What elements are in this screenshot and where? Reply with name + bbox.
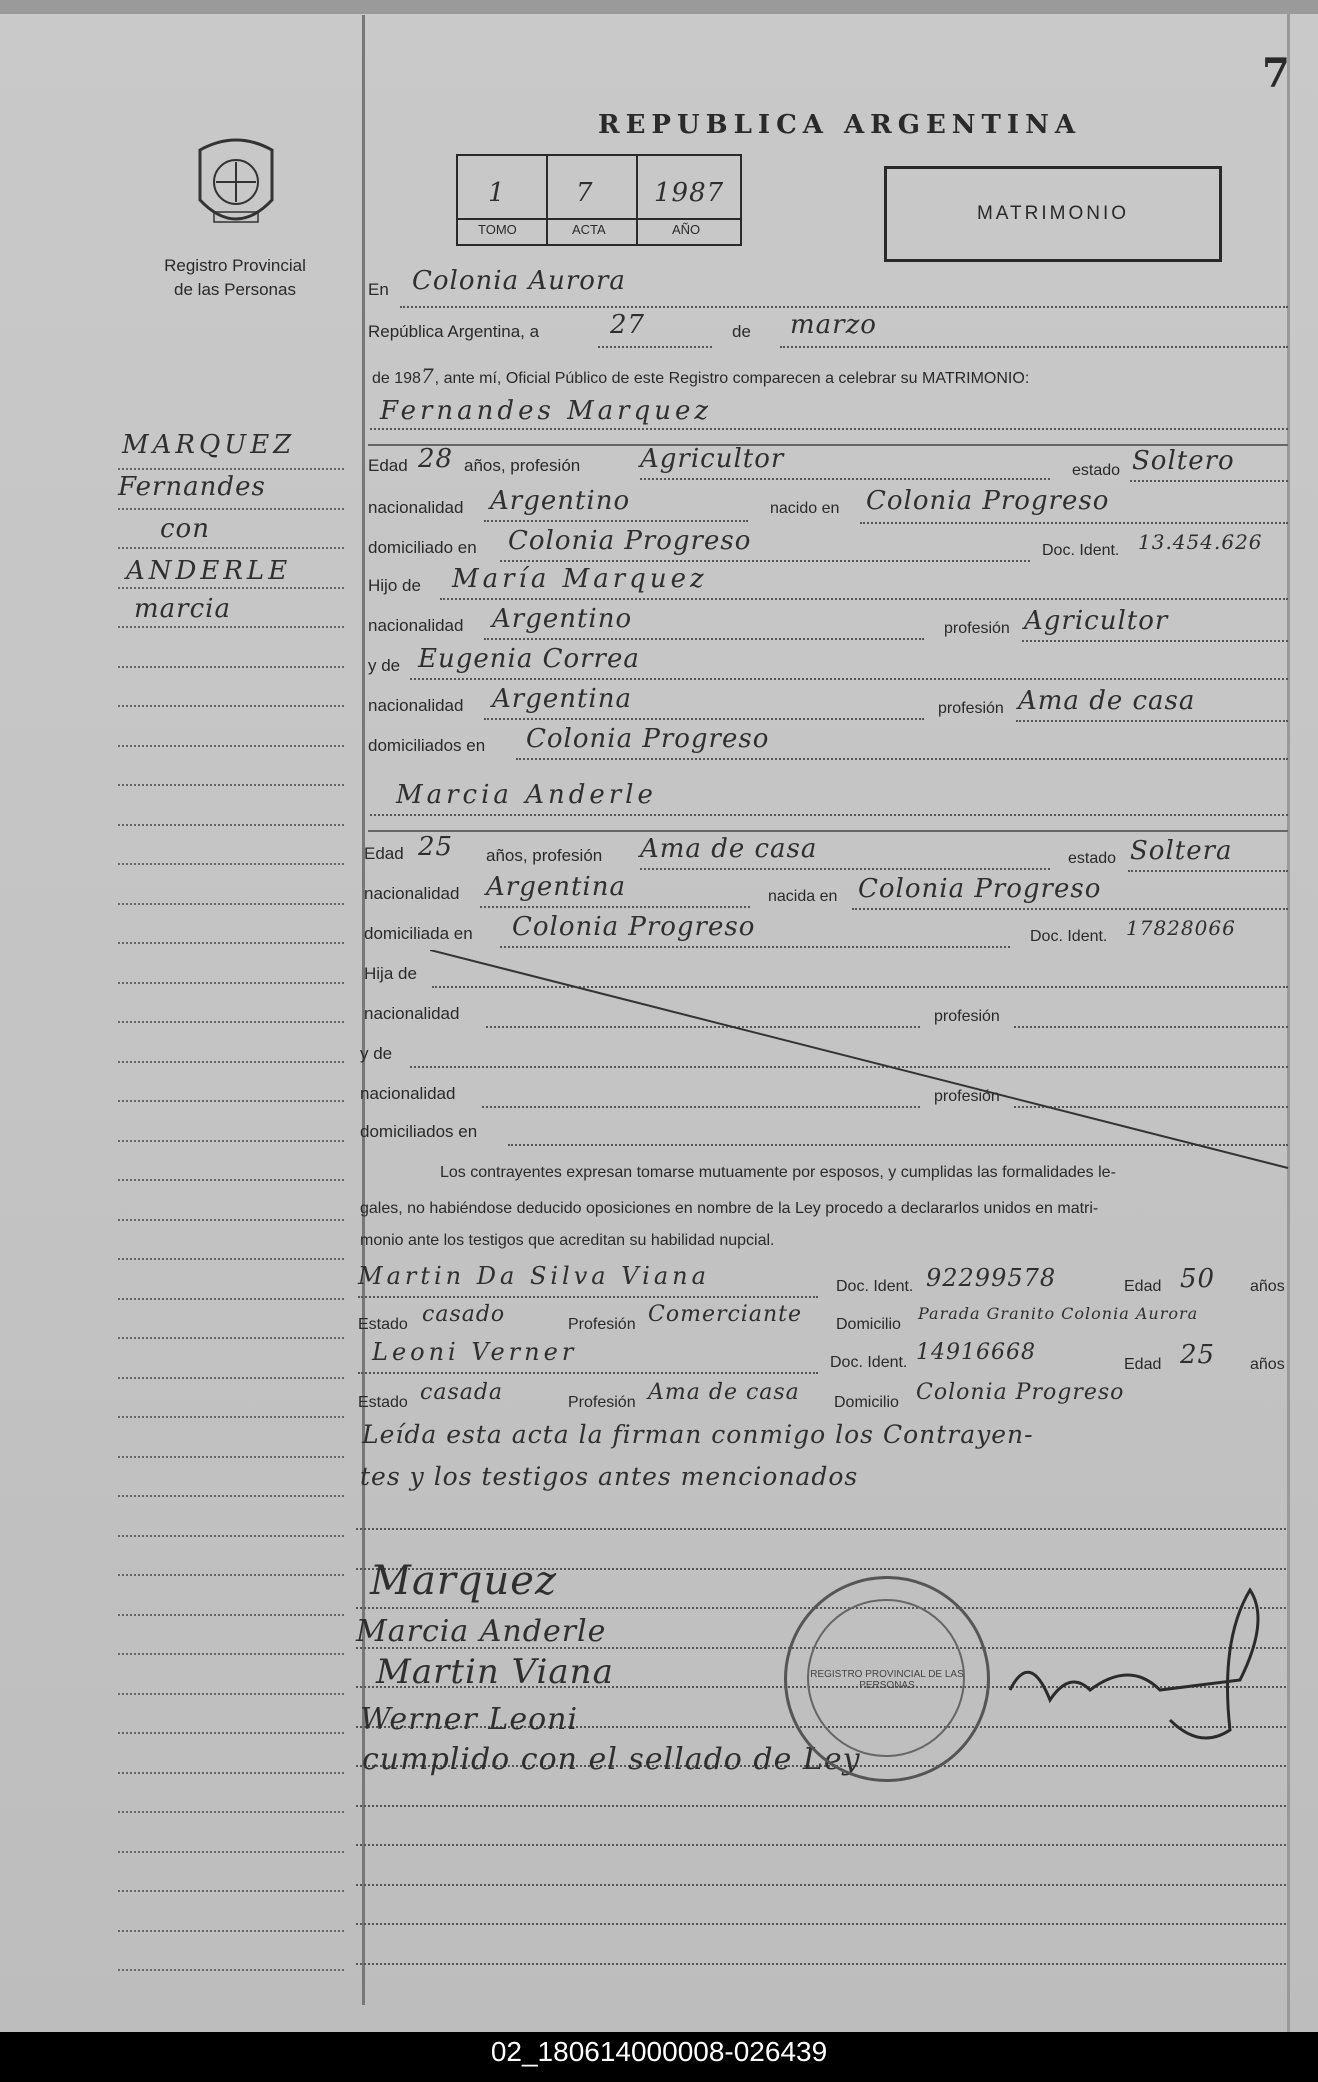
margin-ruled-line [118, 1100, 344, 1102]
margin-ruled-line [118, 1258, 344, 1260]
witness1-age: 50 [1180, 1264, 1216, 1294]
groom-age: 28 [418, 444, 454, 474]
groom-doc: 13.454.626 [1138, 530, 1263, 554]
margin-ruled-line [118, 508, 344, 510]
bride-estado: Soltera [1130, 836, 1233, 866]
margin-ruled-line [118, 587, 344, 589]
witness1-doc: 92299578 [926, 1264, 1057, 1292]
margin-ruled-line [118, 1614, 344, 1616]
groom-parents-dom-line [516, 758, 1288, 760]
margin-ruled-line [118, 1377, 344, 1379]
margin-ruled-line [118, 1969, 344, 1971]
groom-father-nat: Argentino [492, 604, 633, 634]
groom-estado: Soltero [1132, 446, 1235, 476]
witness2-age: 25 [1180, 1340, 1216, 1370]
stamp-duty-note: cumplido con el sellado de Ley [362, 1742, 861, 1777]
groom-parents-dom: Colonia Progreso [526, 724, 770, 754]
acta-label: ACTA [572, 222, 606, 237]
witness2-name: Leoni Verner [372, 1338, 578, 1366]
groom-anos-label: años, profesión [464, 456, 581, 475]
year-prefix: de 198 [372, 370, 421, 387]
bride-age: 25 [418, 832, 454, 862]
margin-ruled-line [118, 942, 344, 944]
witness2-profession: Ama de casa [648, 1380, 800, 1405]
ano-label: AÑO [672, 222, 701, 237]
margin-ruled-line [118, 468, 344, 470]
image-identifier: 02_180614000008-026439 [490, 2036, 828, 2067]
witness1-anos-label: años [1250, 1278, 1285, 1295]
witness1-dom-label: Domicilio [836, 1316, 901, 1333]
bride-hija-label: Hija de [364, 964, 417, 983]
margin-ruled-line [118, 1930, 344, 1932]
bride-estado-label: estado [1068, 850, 1117, 867]
margin-ruled-line [118, 863, 344, 865]
ceremony-place: Colonia Aurora [412, 266, 626, 296]
coat-of-arms-seal [190, 130, 282, 240]
month-line [780, 346, 1288, 348]
month-value: marzo [790, 310, 877, 340]
bride-dom-line [500, 946, 1010, 948]
witness2-doc-label: Doc. Ident. [830, 1354, 908, 1371]
bride-section-rule [368, 830, 1288, 832]
bride-nacida-label: nacida en [768, 888, 838, 905]
witness2-dom-label: Domicilio [834, 1394, 899, 1411]
groom-estado-label: estado [1072, 462, 1121, 479]
witness1-name: Martin Da Silva Viana [358, 1262, 710, 1290]
margin-note-line2: Fernandes [118, 472, 266, 502]
signature-witness1: Martin Viana [376, 1652, 614, 1692]
signature-groom: Marquez [370, 1558, 558, 1604]
margin-ruled-line [118, 1495, 344, 1497]
witness1-name-line [358, 1296, 818, 1298]
witness1-profession: Comerciante [648, 1302, 802, 1327]
margin-note-line1: MARQUEZ [122, 430, 296, 460]
margin-ruled-line [118, 903, 344, 905]
margin-note-line3: con [160, 514, 210, 544]
official-signature [990, 1580, 1290, 1780]
bride-nat-line [480, 906, 750, 908]
witness1-doc-label: Doc. Ident. [836, 1278, 914, 1295]
registry-name-line1: Registro Provincial [164, 256, 306, 275]
groom-father: María Marquez [452, 564, 708, 594]
groom-name: Fernandes Marquez [380, 396, 713, 426]
bride-prof1-label: profesión [934, 1008, 1000, 1025]
groom-mother-nat-line [484, 718, 924, 720]
margin-ruled-line [118, 1811, 344, 1813]
bride-edad-label: Edad [364, 844, 404, 863]
year-statement [372, 364, 1029, 388]
groom-nacido-label: nacido en [770, 500, 840, 517]
country-heading: REPUBLICA ARGENTINA [598, 110, 1082, 140]
groom-estado-line [1130, 480, 1288, 482]
witness2-name-line [358, 1372, 818, 1374]
body-ruled-line [356, 1805, 1286, 1807]
bride-doc: 17828066 [1126, 916, 1236, 940]
closing-line2: tes y los testigos antes mencionados [360, 1462, 859, 1491]
record-type-label: MATRIMONIO [976, 203, 1130, 224]
margin-ruled-line [118, 1693, 344, 1695]
year-digit: 7 [420, 364, 435, 388]
ano-value: 1987 [654, 178, 725, 208]
margin-ruled-line [118, 666, 344, 668]
groom-mother: Eugenia Correa [418, 644, 640, 674]
day-line [598, 346, 712, 348]
body-ruled-line [356, 1963, 1286, 1965]
witness1-domicile: Parada Granito Colonia Aurora [918, 1304, 1199, 1323]
bride-nationality: Argentina [486, 872, 626, 902]
declaration-line2: gales, no habiéndose deducido oposiciones en nombre de la Ley procedo a declararlos unidos en matri- [360, 1200, 1099, 1217]
tomo-value: 1 [488, 178, 506, 208]
signature-witness2: Werner Leoni [360, 1702, 579, 1737]
witness2-edad-label: Edad [1124, 1356, 1162, 1373]
bride-name: Marcia Anderle [396, 780, 657, 810]
place-line [400, 306, 1288, 308]
margin-ruled-line [118, 1140, 344, 1142]
margin-ruled-line [118, 1772, 344, 1774]
groom-birthplace-line [860, 522, 1288, 524]
groom-dom-label: domiciliado en [368, 538, 477, 557]
groom-domicile: Colonia Progreso [508, 526, 752, 556]
groom-profession: Agricultor [640, 444, 785, 474]
witness1-estado: casado [422, 1302, 506, 1327]
witness2-domicile: Colonia Progreso [916, 1380, 1125, 1405]
bride-yde-label: y de [360, 1044, 393, 1063]
bride-name-line [370, 814, 1288, 816]
witness1-estado-label: Estado [358, 1316, 408, 1333]
margin-ruled-line [118, 824, 344, 826]
bride-dom-label: domiciliada en [364, 924, 473, 943]
bride-profession: Ama de casa [640, 834, 818, 864]
groom-mother-nat: Argentina [492, 684, 632, 714]
witness1-prof-label: Profesión [568, 1316, 636, 1333]
margin-ruled-line [118, 784, 344, 786]
margin-ruled-line [118, 1061, 344, 1063]
margin-note-line4: ANDERLE [126, 556, 292, 586]
groom-father-prof-line [1022, 640, 1288, 642]
declaration-line3: monio ante los testigos que acreditan su habilidad nupcial. [360, 1232, 775, 1249]
bride-nat-label: nacionalidad [364, 884, 460, 903]
republica-label: República Argentina, a [368, 322, 540, 341]
margin-ruled-line [118, 1732, 344, 1734]
bride-domicile: Colonia Progreso [512, 912, 756, 942]
groom-father-prof-label: profesión [944, 620, 1010, 637]
groom-nat-label: nacionalidad [368, 498, 464, 517]
bride-dom2-label: domiciliados en [360, 1122, 478, 1141]
groom-father-nat-label: nacionalidad [368, 616, 464, 635]
official-stamp [784, 1576, 990, 1782]
registry-name-line2: de las Personas [174, 280, 296, 299]
margin-ruled-line [118, 626, 344, 628]
margin-ruled-line [118, 1890, 344, 1892]
strike-through-line [430, 950, 1290, 1170]
margin-ruled-line [118, 1021, 344, 1023]
margin-ruled-line [118, 1851, 344, 1853]
body-ruled-line [356, 1923, 1286, 1925]
groom-doc-label: Doc. Ident. [1042, 542, 1120, 559]
margin-ruled-line [118, 1179, 344, 1181]
margin-ruled-line [118, 745, 344, 747]
groom-hijo-label: Hijo de [368, 576, 421, 595]
bride-nat2-label: nacionalidad [360, 1084, 456, 1103]
bride-anos-label: años, profesión [486, 846, 603, 865]
groom-profession-line [640, 478, 1050, 480]
body-ruled-line [356, 1884, 1286, 1886]
groom-birthplace: Colonia Progreso [866, 486, 1110, 516]
top-edge [0, 0, 1318, 14]
margin-ruled-line [118, 1653, 344, 1655]
en-label: En [368, 280, 389, 299]
margin-ruled-line [118, 1416, 344, 1418]
groom-father-prof: Agricultor [1024, 606, 1169, 636]
margin-note-line5: marcia [134, 594, 231, 624]
closing-line1: Leída esta acta la firman conmigo los Contrayen- [362, 1420, 1034, 1449]
page-number: 7 [1262, 50, 1290, 97]
de-label: de [732, 322, 751, 341]
record-number-box [456, 154, 742, 246]
bride-birthplace-line [852, 908, 1288, 910]
groom-mother-line [410, 678, 1288, 680]
margin-ruled-line [118, 1219, 344, 1221]
margin-ruled-line [118, 982, 344, 984]
declaration-line1: Los contrayentes expresan tomarse mutuamente por esposos, y cumplidas las formalidades le- [440, 1164, 1116, 1181]
margin-ruled-line [118, 1535, 344, 1537]
witness2-estado-label: Estado [358, 1394, 408, 1411]
groom-mother-prof-line [1016, 720, 1288, 722]
groom-mother-nat-label: nacionalidad [368, 696, 464, 715]
bride-birthplace: Colonia Progreso [858, 874, 1102, 904]
margin-ruled-line [118, 1574, 344, 1576]
margin-ruled-line [118, 547, 344, 549]
groom-dom-line [500, 560, 1030, 562]
bride-doc-label: Doc. Ident. [1030, 928, 1108, 945]
groom-father-line [440, 598, 1288, 600]
groom-edad-label: Edad [368, 456, 408, 475]
witness2-doc: 14916668 [916, 1340, 1036, 1365]
groom-nationality: Argentino [490, 486, 631, 516]
margin-ruled-line [118, 705, 344, 707]
margin-ruled-line [118, 1337, 344, 1339]
groom-father-nat-line [484, 638, 924, 640]
bride-estado-line [1128, 870, 1288, 872]
body-ruled-line [356, 1844, 1286, 1846]
acta-value: 7 [576, 178, 594, 208]
bride-prof2-label: profesión [934, 1088, 1000, 1105]
record-type-box [884, 166, 1222, 262]
margin-ruled-line [118, 1298, 344, 1300]
witness2-prof-label: Profesión [568, 1394, 636, 1411]
witness1-edad-label: Edad [1124, 1278, 1162, 1295]
groom-mother-prof: Ama de casa [1018, 686, 1196, 716]
witness2-anos-label: años [1250, 1356, 1285, 1373]
groom-name-line [370, 428, 1288, 430]
groom-parents-dom-label: domiciliados en [368, 736, 486, 755]
day-value: 27 [610, 310, 646, 340]
groom-mother-prof-label: profesión [938, 700, 1004, 717]
groom-yde-label: y de [368, 656, 401, 675]
signature-bride: Marcia Anderle [356, 1614, 607, 1649]
margin-ruled-line [118, 1456, 344, 1458]
witness2-estado: casada [420, 1380, 504, 1405]
tomo-label: TOMO [478, 222, 517, 237]
groom-nat-line [484, 520, 748, 522]
stamp-text: REGISTRO PROVINCIAL DE LAS PERSONAS [810, 1669, 964, 1691]
statement-text: , ante mí, Oficial Público de este Registro comparecen a celebrar su MATRIMONIO: [434, 370, 1030, 387]
bride-profession-line [640, 868, 1050, 870]
body-ruled-line [356, 1528, 1286, 1530]
bride-nat1-label: nacionalidad [364, 1004, 460, 1023]
